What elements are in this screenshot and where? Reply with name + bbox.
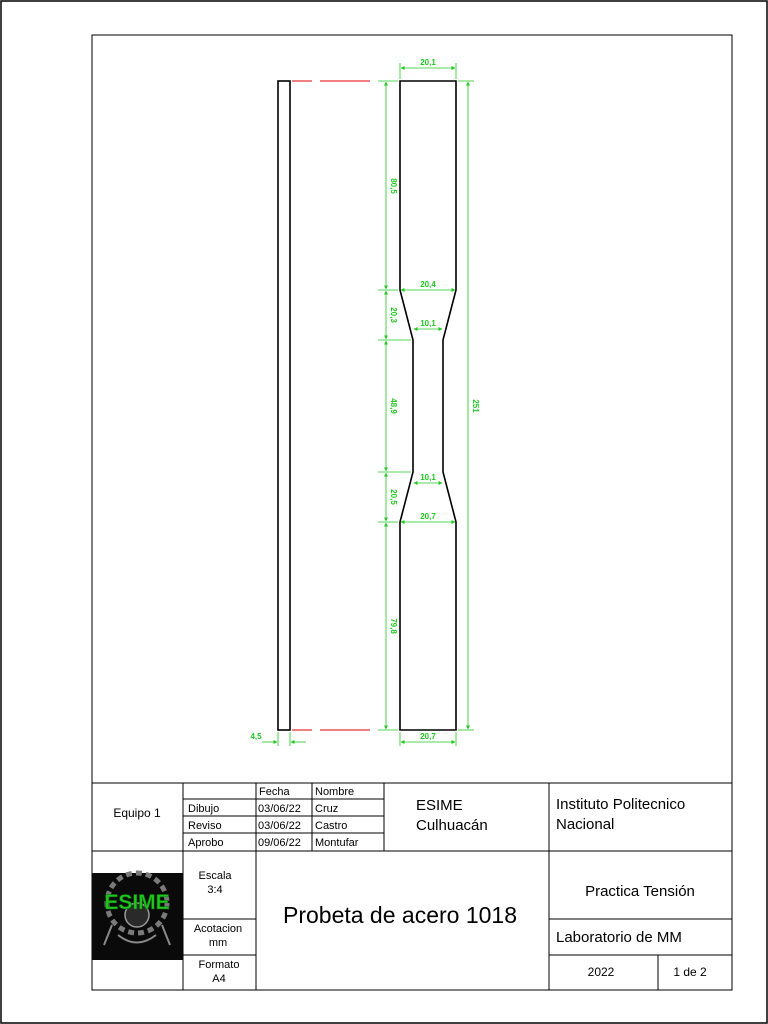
dim-gauge-length: 48,9 xyxy=(389,398,398,414)
dim-thickness: 4,5 xyxy=(250,732,262,741)
dim-upper-grip-length: 80,5 xyxy=(389,178,398,194)
row-name: Castro xyxy=(315,820,348,832)
dim-lower-grip-width: 20,7 xyxy=(420,512,436,521)
practice-title: Practica Tensión xyxy=(585,883,695,900)
side-view-outline xyxy=(278,81,290,730)
esime-logo xyxy=(92,873,183,960)
units-label: Acotacion xyxy=(193,923,243,935)
lab-name: Laboratorio de MM xyxy=(556,929,682,946)
year: 2022 xyxy=(587,965,615,979)
projection-lines xyxy=(292,81,370,730)
row-role: Aprobo xyxy=(188,837,224,849)
col-date-header: Fecha xyxy=(259,786,290,798)
row-name: Cruz xyxy=(315,803,339,815)
drawing-title: Probeta de acero 1018 xyxy=(282,902,518,928)
team-label: Equipo 1 xyxy=(113,806,161,820)
units-value: mm xyxy=(208,937,228,949)
row-date: 09/06/22 xyxy=(258,837,301,849)
dim-lower-grip-length: 79,8 xyxy=(389,618,398,634)
col-name-header: Nombre xyxy=(315,786,355,798)
institute-line-1: Instituto Politecnico xyxy=(556,796,686,813)
dim-bottom-width: 20,7 xyxy=(420,732,436,741)
dim-upper-grip-width: 20,4 xyxy=(420,280,436,289)
dim-lower-neck-width: 10,1 xyxy=(420,473,436,482)
dim-upper-neck-width: 10,1 xyxy=(420,319,436,328)
scale-value: 3:4 xyxy=(207,884,223,896)
row-name: Montufar xyxy=(315,837,359,849)
dim-upper-taper-length: 20,3 xyxy=(389,307,398,323)
dim-total-length: 251 xyxy=(471,399,480,413)
format-value: A4 xyxy=(212,973,226,985)
svg-text:ESIME: ESIME xyxy=(104,891,170,914)
specimen-outline xyxy=(400,81,456,730)
dim-lower-taper-length: 20,5 xyxy=(389,489,398,505)
scale-label: Escala xyxy=(198,870,232,882)
row-role: Dibujo xyxy=(188,803,220,815)
format-label: Formato xyxy=(198,959,240,971)
institute-line-2: Nacional xyxy=(556,816,615,833)
school-campus: Culhuacán xyxy=(416,817,488,834)
row-role: Reviso xyxy=(188,820,222,832)
sheet-number: 1 de 2 xyxy=(673,965,707,979)
page-border xyxy=(1,1,767,1023)
row-date: 03/06/22 xyxy=(258,820,301,832)
row-date: 03/06/22 xyxy=(258,803,301,815)
school-name: ESIME xyxy=(416,797,463,814)
dim-top-width: 20,1 xyxy=(420,58,436,67)
